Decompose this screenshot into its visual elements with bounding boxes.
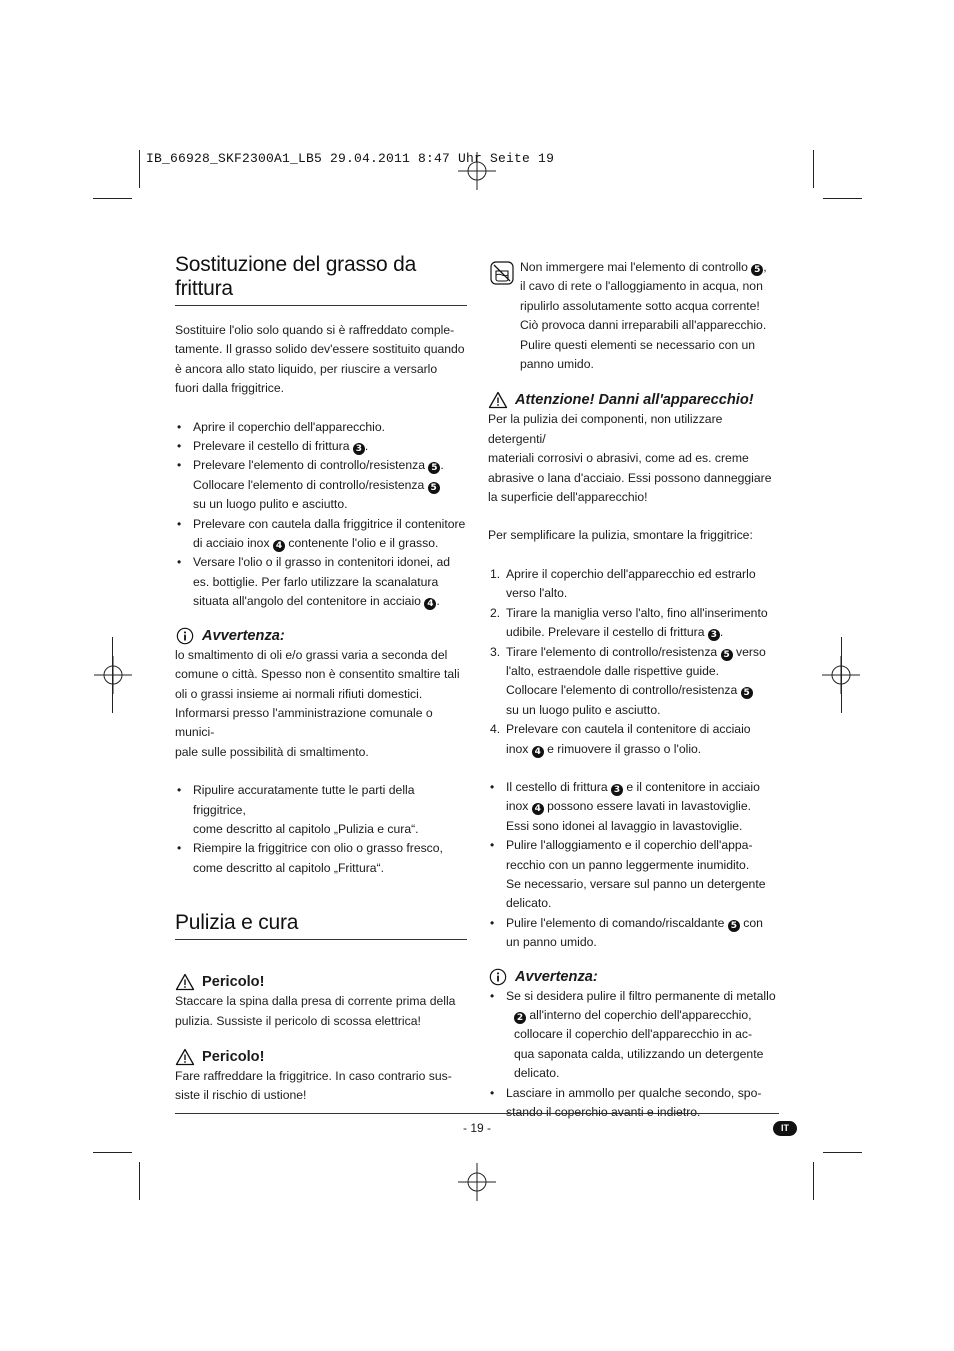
step-text: contenente l'olio e il grasso. (288, 536, 439, 551)
part-number-badge: 5 (428, 462, 440, 474)
warning-triangle-icon (175, 973, 195, 991)
note-heading (175, 626, 467, 646)
part-number-badge: 3 (708, 629, 720, 641)
text-line: fuori dalla friggitrice. (175, 381, 285, 396)
crop-mark (823, 1152, 862, 1153)
text-line: oli o grassi insieme ai normali rifiuti domestici. (175, 686, 423, 701)
step-text: come descritto al capitolo „Frittura“. (193, 860, 385, 875)
list-item (175, 418, 467, 437)
step-text: Tirare l'elemento di controllo/resistenza (506, 644, 721, 659)
step-text: su un luogo pulito e asciutto. (506, 702, 661, 717)
footer-rule (175, 1113, 779, 1114)
text-line: panno umido. (520, 357, 594, 372)
note-heading (488, 967, 780, 987)
text-line: siste il rischio di ustione! (175, 1088, 307, 1103)
step-text: qua saponata calda, utilizzando un detergente (514, 1046, 764, 1061)
step-text: Tirare la maniglia verso l'alto, fino all'inserimento (506, 605, 768, 620)
warning-triangle-icon (488, 391, 508, 409)
step-number: 2. (490, 605, 501, 620)
danger-title: Pericolo! (202, 974, 265, 991)
text-line: ripulirlo assolutamente sotto acqua corrente! (520, 298, 760, 313)
danger-burn (175, 1047, 467, 1106)
list-item: 2. Tirare la maniglia verso l'alto, fino all'inserimento udibile. Prelevare il cestello di frittura 3 . (490, 605, 768, 641)
step-text: un panno umido. (506, 935, 597, 950)
disassembly-intro: Per semplificare la pulizia, smontare la friggitrice: (488, 528, 753, 543)
step-text: Prelevare l'elemento di controllo/resistenza (193, 458, 429, 473)
step-text: Essi sono idonei al lavaggio in lavastoviglie. (506, 818, 743, 833)
step-text: Se si desidera pulire il filtro permanente di metallo (506, 988, 776, 1003)
list-item (488, 1084, 780, 1123)
part-number-badge: 3 (611, 784, 623, 796)
warning-triangle-icon (175, 1048, 195, 1066)
part-number-badge: 5 (751, 264, 763, 276)
list-item (175, 781, 467, 839)
step-text: situata all'angolo del contenitore in acciaio (193, 594, 425, 609)
print-header: IB_66928_SKF2300A1_LB5 29.04.2011 8:47 Uhr Seite 19 (146, 151, 555, 166)
step-text: Prelevare con cautela dalla friggitrice il contenitore (193, 516, 466, 531)
step-text: delicato. (514, 1066, 560, 1081)
step-text: Pulire l'elemento di comando/riscaldante (506, 915, 728, 930)
danger-heading (175, 1047, 467, 1067)
step-text: l'alto, estraendole dalle rispettive guide. (506, 663, 720, 678)
after-replacement-steps (175, 781, 467, 878)
text-line: Sostituire l'olio solo quando si è raffreddato comple- (175, 323, 455, 337)
part-number-badge: 5 (428, 482, 440, 494)
step-text: inox (506, 741, 532, 756)
text-line: Pulire questi elementi se necessario con un (520, 337, 756, 352)
crop-mark (139, 150, 140, 188)
warning-title: Attenzione! Danni all'apparecchio! (515, 392, 754, 409)
step-text: es. bottiglie. Per farlo utilizzare la scanalatura (193, 574, 439, 589)
part-number-badge: 5 (741, 687, 753, 699)
step-number: 4. (490, 722, 501, 737)
step-text: su un luogo pulito e asciutto. (193, 497, 348, 512)
step-text: Prelevare il cestello di frittura (193, 439, 353, 454)
step-text: verso (735, 644, 766, 659)
list-item (488, 565, 780, 604)
step-text: e il contenitore in acciaio (626, 779, 760, 794)
step-text: . (364, 439, 369, 454)
list-item: • Prelevare l'elemento di controllo/resistenza 5 . Collocare l'elemento di controllo/resistenza 5 su un luogo pulito e asciutto. (175, 456, 467, 514)
step-text: verso l'alto. (506, 586, 568, 601)
part-number-badge: 4 (273, 540, 285, 552)
registration-mark-icon (458, 1163, 496, 1201)
no-water-warning (488, 258, 780, 374)
step-text: come descritto al capitolo „Pulizia e cura“. (193, 821, 419, 836)
list-item (488, 987, 780, 1084)
crop-mark (93, 1152, 132, 1153)
note-title: Avvertenza: (202, 627, 285, 644)
list-item: • Versare l'olio o il grasso in contenitori idonei, ad es. bottiglie. Per farlo utilizzare la scanalatura situata all'angolo del contenitore in acciaio 4 . (175, 553, 467, 611)
text-line: Informarsi presso l'amministrazione comunale o munici- (175, 705, 433, 740)
step-text: Pulire l'alloggiamento e il coperchio dell'appa- (506, 838, 753, 853)
left-column (175, 253, 467, 1106)
step-text: Collocare l'elemento di controllo/resistenza (506, 683, 741, 698)
step-text: Aprire il coperchio dell'apparecchio ed estrarlo (506, 566, 756, 581)
text-line: comune o città. Spesso non è consentito smaltire tali (175, 667, 460, 682)
registration-mark-icon (458, 152, 496, 190)
step-text: delicato. (506, 896, 552, 911)
step-text: Ripulire accuratamente tutte le parti della friggitrice, (193, 783, 415, 817)
text-line: materiali corrosivi o abrasivi, come ad es. creme (488, 451, 749, 466)
list-item (488, 836, 780, 914)
text-line: Ciò provoca danni irreparabili all'apparecchio. (520, 318, 767, 333)
list-item (488, 643, 780, 721)
part-number-badge: 4 (424, 598, 436, 610)
step-text: Riempire la friggitrice con olio o grasso fresco, (193, 841, 443, 856)
step-text: collocare il coperchio dell'apparecchio in ac- (514, 1027, 753, 1042)
note-title: Avvertenza: (515, 968, 598, 985)
list-item (488, 720, 780, 759)
cleaning-bullets (488, 778, 780, 953)
crop-mark (841, 637, 842, 713)
list-item (175, 839, 467, 878)
filter-note (488, 967, 780, 1123)
danger-heading (175, 972, 467, 992)
text-line: tamente. Il grasso solido dev'essere sostituito quando (175, 342, 465, 357)
crop-mark (112, 637, 113, 713)
part-number-badge: 3 (353, 443, 365, 455)
text-line: lo smaltimento di oli e/o grassi varia a seconda del (175, 647, 448, 662)
crop-mark (93, 198, 132, 199)
step-text: all'interno del coperchio dell'apparecchio, (529, 1008, 752, 1022)
step-number: 3. (490, 644, 501, 659)
text-line: Per la pulizia dei componenti, non utilizzare detergenti/ (488, 412, 723, 446)
text-line: la superficie dell'apparecchio! (488, 490, 648, 505)
part-number-badge: 5 (728, 920, 740, 932)
step-text: Il cestello di frittura (506, 779, 611, 794)
registration-mark-icon (94, 656, 132, 694)
list-item (175, 515, 467, 554)
page-number: - 19 - (462, 1121, 491, 1135)
text-line: pulizia. Sussiste il pericolo di scossa elettrica! (175, 1013, 421, 1028)
disassembly-steps (488, 565, 780, 759)
device-damage-warning (488, 390, 780, 507)
note-bullets (488, 987, 780, 1123)
text-line: Staccare la spina dalla presa di corrente prima della (175, 994, 456, 1009)
no-immersion-icon (490, 261, 514, 285)
crop-mark (823, 198, 862, 199)
info-icon (488, 968, 508, 986)
part-number-badge: 5 (721, 649, 733, 661)
text-line: abrasive o lana d'acciaio. Essi possono danneggiare (488, 470, 772, 485)
step-text: e rimuovere il grasso o l'olio. (547, 741, 702, 756)
crop-mark (813, 150, 814, 188)
danger-shock (175, 972, 467, 1031)
part-number-badge: 4 (532, 803, 544, 815)
part-number-badge: 2 (514, 1012, 526, 1024)
warning-heading (488, 390, 780, 410)
step-text: Se necessario, versare sul panno un detergente (506, 876, 766, 891)
step-text: con (743, 915, 763, 930)
list-item (488, 914, 780, 953)
disposal-note (175, 626, 467, 762)
list-item (488, 778, 780, 836)
step-text: Lasciare in ammollo per qualche secondo, spo- (506, 1085, 762, 1100)
crop-mark (813, 1162, 814, 1200)
step-text: di acciaio inox (193, 536, 273, 551)
info-icon (175, 627, 195, 645)
step-text: Collocare l'elemento di controllo/resistenza (193, 477, 428, 492)
step-text: udibile. Prelevare il cestello di frittura (506, 625, 708, 640)
step-text: inox (506, 799, 532, 814)
text-line: il cavo di rete o l'alloggiamento in acqua, non (520, 279, 763, 294)
replacement-steps (175, 418, 467, 612)
section-title-fat-replacement: Sostituzione del grasso da frittura (175, 253, 467, 306)
step-text: recchio con un panno leggermente inumidito. (506, 857, 750, 872)
step-number: 1. (490, 566, 501, 581)
list-item (175, 437, 467, 456)
crop-mark (139, 1162, 140, 1200)
text-line: Non immergere mai l'elemento di controllo 5 , (520, 260, 767, 275)
step-text: Prelevare con cautela il contenitore di acciaio (506, 722, 751, 737)
section-title-cleaning: Pulizia e cura (175, 911, 467, 940)
text-line: Fare raffreddare la friggitrice. In caso contrario sus- (175, 1068, 452, 1083)
danger-title: Pericolo! (202, 1048, 265, 1065)
part-number-badge: 4 (532, 746, 544, 758)
text-span: Non immergere mai l'elemento di controllo (520, 260, 752, 274)
step-text: Versare l'olio o il grasso in contenitori idonei, ad (193, 555, 451, 570)
step-text: possono essere lavati in lavastoviglie. (547, 799, 752, 814)
step-text: Aprire il coperchio dell'apparecchio. (193, 419, 386, 434)
text-line: pale sulle possibilità di smaltimento. (175, 744, 369, 759)
language-badge: IT (773, 1121, 797, 1136)
text-line: è ancora allo stato liquido, per riuscire a versarlo (175, 361, 438, 376)
intro-paragraph (175, 321, 467, 399)
right-column (488, 258, 780, 1122)
